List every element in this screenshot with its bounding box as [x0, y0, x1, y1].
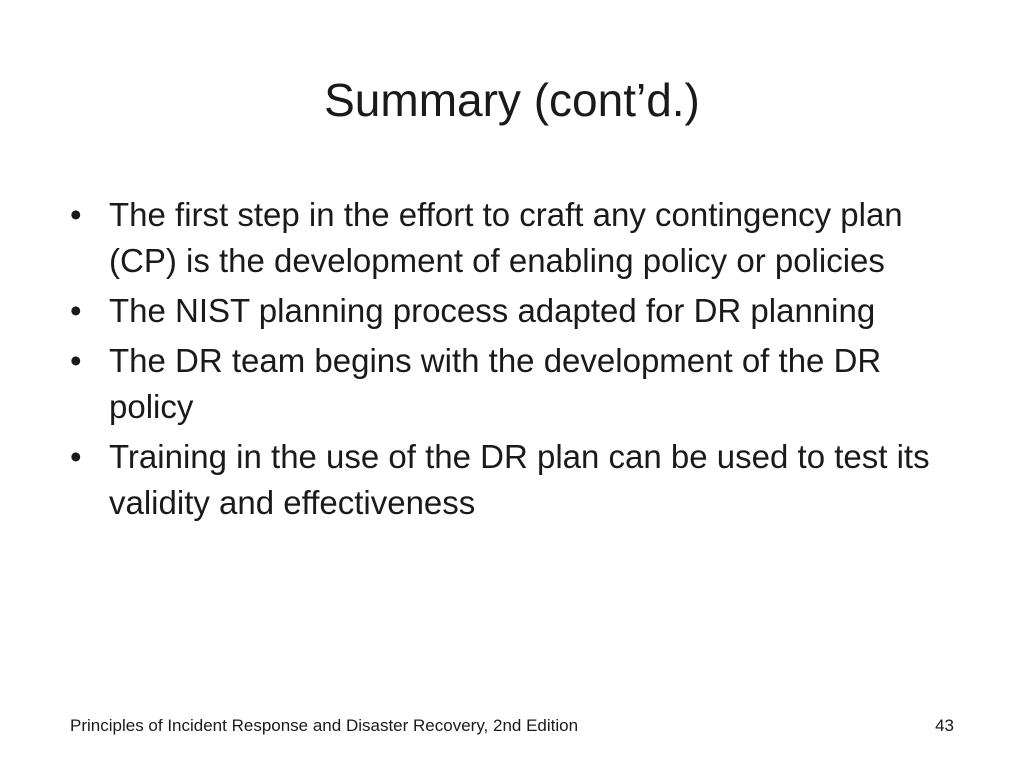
- bullet-text: The first step in the effort to craft any contingency plan (CP) is the development of enabling policy or policies: [109, 196, 903, 279]
- bullet-text: The DR team begins with the development of the DR policy: [109, 342, 882, 425]
- bullet-text: Training in the use of the DR plan can be used to test its validity and effectiveness: [109, 438, 930, 521]
- bullet-item: [70, 288, 950, 334]
- bullet-list: [70, 192, 950, 530]
- footer-book-title: Principles of Incident Response and Disaster Recovery, 2nd Edition: [70, 716, 579, 735]
- bullet-dot-icon: •: [70, 292, 82, 329]
- bullet-item: [70, 434, 950, 526]
- footer-page-number: 43: [935, 716, 954, 735]
- bullet-item: [70, 338, 950, 430]
- bullet-dot-icon: •: [70, 438, 82, 475]
- slide-title: Summary (cont’d.): [324, 74, 700, 126]
- bullet-text: The NIST planning process adapted for DR planning: [109, 292, 876, 329]
- bullet-dot-icon: •: [70, 342, 82, 379]
- bullet-item: [70, 192, 950, 284]
- bullet-dot-icon: •: [70, 196, 82, 233]
